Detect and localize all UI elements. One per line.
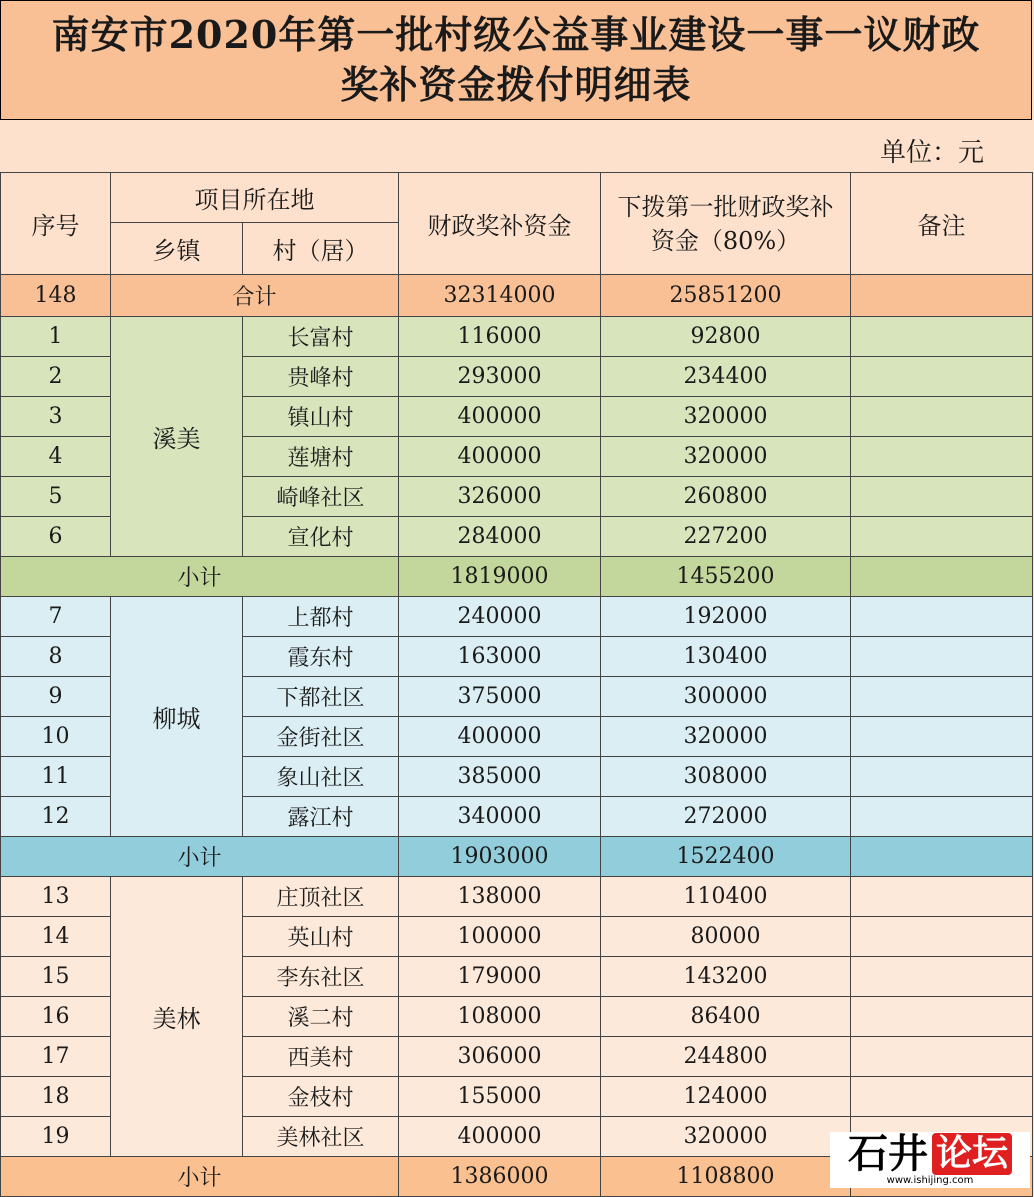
row-remarks xyxy=(851,797,1033,837)
subtotal-allocated: 1108800 xyxy=(601,1157,851,1197)
row-village: 西美村 xyxy=(243,1037,399,1077)
row-allocated: 320000 xyxy=(601,1117,851,1157)
row-allocated: 308000 xyxy=(601,757,851,797)
row-allocated: 80000 xyxy=(601,917,851,957)
row-seq: 11 xyxy=(1,757,111,797)
row-fiscal: 385000 xyxy=(399,757,601,797)
row-remarks xyxy=(851,357,1033,397)
subtotal-allocated: 1455200 xyxy=(601,557,851,597)
row-fiscal: 100000 xyxy=(399,917,601,957)
row-village: 宣化村 xyxy=(243,517,399,557)
row-remarks xyxy=(851,397,1033,437)
row-remarks xyxy=(851,757,1033,797)
row-allocated: 260800 xyxy=(601,477,851,517)
unit-label: 单位：元 xyxy=(879,138,984,168)
total-remarks xyxy=(851,275,1033,317)
subtotal-fiscal: 1903000 xyxy=(399,837,601,877)
row-village: 长富村 xyxy=(243,317,399,357)
total-fiscal: 32314000 xyxy=(399,275,601,317)
row-seq: 3 xyxy=(1,397,111,437)
row-fiscal: 138000 xyxy=(399,877,601,917)
row-seq: 13 xyxy=(1,877,111,917)
total-seq: 148 xyxy=(1,275,111,317)
town-cell: 美林 xyxy=(111,877,243,1157)
header-village: 村（居） xyxy=(243,223,399,275)
header-fiscal: 财政奖补资金 xyxy=(399,173,601,275)
row-remarks xyxy=(851,317,1033,357)
row-fiscal: 293000 xyxy=(399,357,601,397)
row-village: 李东社区 xyxy=(243,957,399,997)
row-allocated: 272000 xyxy=(601,797,851,837)
row-allocated: 130400 xyxy=(601,637,851,677)
total-row xyxy=(1,275,1033,317)
row-seq: 9 xyxy=(1,677,111,717)
row-allocated: 227200 xyxy=(601,517,851,557)
row-village: 象山社区 xyxy=(243,757,399,797)
row-village: 英山村 xyxy=(243,917,399,957)
row-fiscal: 306000 xyxy=(399,1037,601,1077)
row-remarks xyxy=(851,717,1033,757)
row-seq: 19 xyxy=(1,1117,111,1157)
subtotal-remarks xyxy=(851,837,1033,877)
row-fiscal: 179000 xyxy=(399,957,601,997)
subtotal-label: 小计 xyxy=(1,557,399,597)
subtotal-label: 小计 xyxy=(1,837,399,877)
row-fiscal: 400000 xyxy=(399,397,601,437)
row-village: 镇山村 xyxy=(243,397,399,437)
row-remarks xyxy=(851,1077,1033,1117)
row-seq: 10 xyxy=(1,717,111,757)
row-fiscal: 400000 xyxy=(399,1117,601,1157)
header-allocated-text: 下拨第一批财政奖补资金（80%） xyxy=(617,192,834,255)
subtotal-row xyxy=(1,557,1033,597)
row-seq: 7 xyxy=(1,597,111,637)
town-cell: 溪美 xyxy=(111,317,243,557)
table-row xyxy=(1,597,1033,637)
row-remarks xyxy=(851,437,1033,477)
total-label: 合计 xyxy=(111,275,399,317)
row-allocated: 110400 xyxy=(601,877,851,917)
row-village: 金枝村 xyxy=(243,1077,399,1117)
subtotal-fiscal: 1819000 xyxy=(399,557,601,597)
row-seq: 8 xyxy=(1,637,111,677)
row-remarks xyxy=(851,637,1033,677)
title-line-1: 南安市2020年第一批村级公益事业建设一事一议财政 xyxy=(51,12,981,57)
subtotal-allocated: 1522400 xyxy=(601,837,851,877)
row-allocated: 320000 xyxy=(601,717,851,757)
row-seq: 6 xyxy=(1,517,111,557)
subtotal-row xyxy=(1,837,1033,877)
header-remarks: 备注 xyxy=(851,173,1033,275)
row-village: 崎峰社区 xyxy=(243,477,399,517)
header-allocated xyxy=(601,173,851,275)
row-fiscal: 400000 xyxy=(399,437,601,477)
unit-row xyxy=(0,122,1032,172)
row-village: 金街社区 xyxy=(243,717,399,757)
subtotal-fiscal: 1386000 xyxy=(399,1157,601,1197)
row-allocated: 86400 xyxy=(601,997,851,1037)
row-remarks xyxy=(851,957,1033,997)
row-remarks xyxy=(851,477,1033,517)
row-village: 溪二村 xyxy=(243,997,399,1037)
row-fiscal: 163000 xyxy=(399,637,601,677)
row-allocated: 92800 xyxy=(601,317,851,357)
header-row-1 xyxy=(1,173,1033,223)
row-seq: 4 xyxy=(1,437,111,477)
row-village: 上都村 xyxy=(243,597,399,637)
row-fiscal: 340000 xyxy=(399,797,601,837)
row-fiscal: 108000 xyxy=(399,997,601,1037)
town-cell: 柳城 xyxy=(111,597,243,837)
header-town: 乡镇 xyxy=(111,223,243,275)
subtotal-remarks xyxy=(851,557,1033,597)
row-seq: 5 xyxy=(1,477,111,517)
row-village: 霞东村 xyxy=(243,637,399,677)
row-fiscal: 400000 xyxy=(399,717,601,757)
row-remarks xyxy=(851,597,1033,637)
row-seq: 12 xyxy=(1,797,111,837)
row-fiscal: 240000 xyxy=(399,597,601,637)
allocation-table xyxy=(0,172,1033,1197)
row-remarks xyxy=(851,877,1033,917)
total-allocated: 25851200 xyxy=(601,275,851,317)
row-allocated: 124000 xyxy=(601,1077,851,1117)
row-allocated: 300000 xyxy=(601,677,851,717)
row-fiscal: 326000 xyxy=(399,477,601,517)
watermark-main xyxy=(848,1133,1012,1175)
table-title xyxy=(0,0,1032,120)
row-seq: 2 xyxy=(1,357,111,397)
row-seq: 18 xyxy=(1,1077,111,1117)
row-allocated: 234400 xyxy=(601,357,851,397)
header-location: 项目所在地 xyxy=(111,173,399,223)
row-remarks xyxy=(851,1037,1033,1077)
row-village: 美林社区 xyxy=(243,1117,399,1157)
forum-watermark-logo xyxy=(830,1132,1030,1188)
row-village: 下都社区 xyxy=(243,677,399,717)
row-remarks xyxy=(851,517,1033,557)
row-seq: 16 xyxy=(1,997,111,1037)
row-fiscal: 116000 xyxy=(399,317,601,357)
title-line-2: 奖补资金拨付明细表 xyxy=(340,62,692,107)
row-village: 莲塘村 xyxy=(243,437,399,477)
subtotal-label: 小计 xyxy=(1,1157,399,1197)
row-seq: 14 xyxy=(1,917,111,957)
row-allocated: 192000 xyxy=(601,597,851,637)
row-fiscal: 375000 xyxy=(399,677,601,717)
watermark-url: www.ishijing.com xyxy=(886,1175,974,1186)
row-village: 露江村 xyxy=(243,797,399,837)
row-fiscal: 155000 xyxy=(399,1077,601,1117)
table-row xyxy=(1,317,1033,357)
row-seq: 15 xyxy=(1,957,111,997)
row-seq: 1 xyxy=(1,317,111,357)
row-allocated: 320000 xyxy=(601,397,851,437)
row-allocated: 143200 xyxy=(601,957,851,997)
header-seq: 序号 xyxy=(1,173,111,275)
row-remarks xyxy=(851,997,1033,1037)
row-allocated: 244800 xyxy=(601,1037,851,1077)
row-fiscal: 284000 xyxy=(399,517,601,557)
row-remarks xyxy=(851,917,1033,957)
watermark-text-b: 论坛 xyxy=(932,1133,1012,1175)
row-village: 贵峰村 xyxy=(243,357,399,397)
row-remarks xyxy=(851,677,1033,717)
row-village: 庄顶社区 xyxy=(243,877,399,917)
watermark-text-a: 石井 xyxy=(847,1131,928,1177)
table-row xyxy=(1,877,1033,917)
row-seq: 17 xyxy=(1,1037,111,1077)
row-allocated: 320000 xyxy=(601,437,851,477)
